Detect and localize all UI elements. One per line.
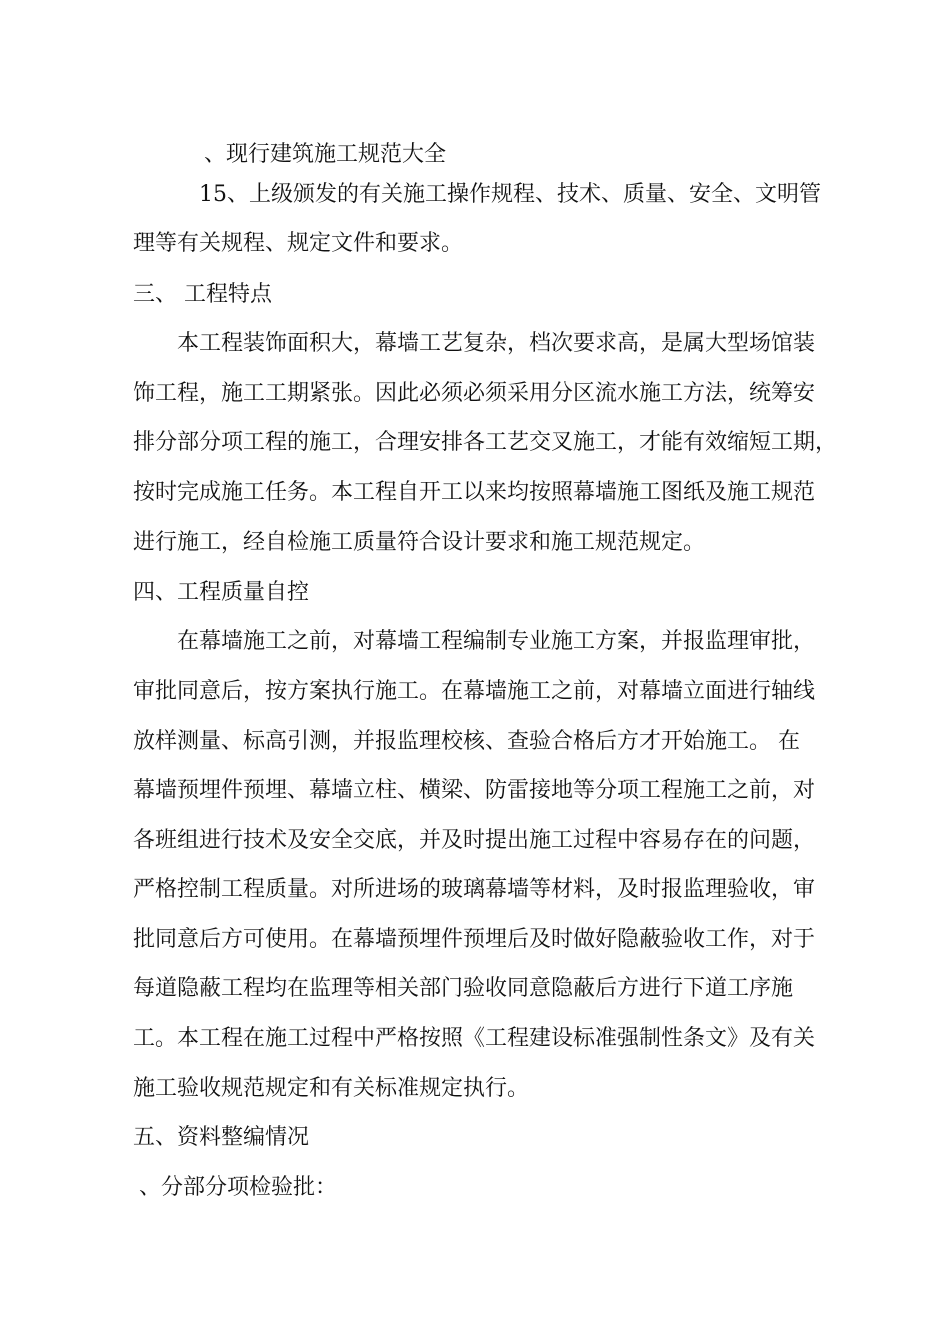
paragraph-4-line-10: 施工验收规范规定和有关标准规定执行。 <box>133 1076 530 1101</box>
paragraph-4-line-2: 审批同意后，按方案执行施工。在幕墙施工之前，对幕墙立面进行轴线 <box>133 679 816 704</box>
list-item-building-codes: 、现行建筑施工规范大全 <box>204 142 447 167</box>
list-item-15-line-1: 15、上级颁发的有关施工操作规程、技术、质量、安全、文明管 <box>199 182 821 207</box>
list-item-15-line-2: 理等有关规程、规定文件和要求。 <box>133 231 464 256</box>
paragraph-4-line-3: 放样测量、标高引测，并报监理校核、查验合格后方才开始施工。 在 <box>133 729 800 754</box>
paragraph-4-line-7: 批同意后方可使用。在幕墙预埋件预埋后及时做好隐蔽验收工作，对于 <box>133 927 816 952</box>
paragraph-4-line-5: 各班组进行技术及安全交底，并及时提出施工过程中容易存在的问题， <box>133 828 816 853</box>
paragraph-4-line-4: 幕墙预埋件预埋、幕墙立柱、横梁、防雷接地等分项工程施工之前，对 <box>133 778 816 803</box>
paragraph-3-line-5: 进行施工，经自检施工质量符合设计要求和施工规范规定。 <box>133 530 706 555</box>
section-heading-5: 五、资料整编情况 <box>133 1125 310 1150</box>
section-heading-3: 三、 工程特点 <box>133 282 272 307</box>
paragraph-3-line-3: 排分部分项工程的施工，合理安排各工艺交叉施工，才能有效缩短工期， <box>133 430 838 455</box>
paragraph-3-line-2: 饰工程，施工工期紧张。因此必须必须采用分区流水施工方法，统筹安 <box>133 381 816 406</box>
paragraph-4-line-1: 在幕墙施工之前，对幕墙工程编制专业施工方案，并报监理审批， <box>177 629 816 654</box>
paragraph-3-line-1: 本工程装饰面积大，幕墙工艺复杂，档次要求高，是属大型场馆装 <box>177 331 816 356</box>
paragraph-3-line-4: 按时完成施工任务。本工程自开工以来均按照幕墙施工图纸及施工规范 <box>133 480 816 505</box>
paragraph-4-line-9: 工。本工程在施工过程中严格按照《工程建设标准强制性条文》及有关 <box>133 1026 816 1051</box>
paragraph-4-line-8: 每道隐蔽工程均在监理等相关部门验收同意隐蔽后方进行下道工序施 <box>133 976 794 1001</box>
list-item-inspection-lots: 、分部分项检验批： <box>139 1175 338 1200</box>
section-heading-4: 四、工程质量自控 <box>133 580 310 605</box>
paragraph-4-line-6: 严格控制工程质量。对所进场的玻璃幕墙等材料，及时报监理验收，审 <box>133 877 816 902</box>
